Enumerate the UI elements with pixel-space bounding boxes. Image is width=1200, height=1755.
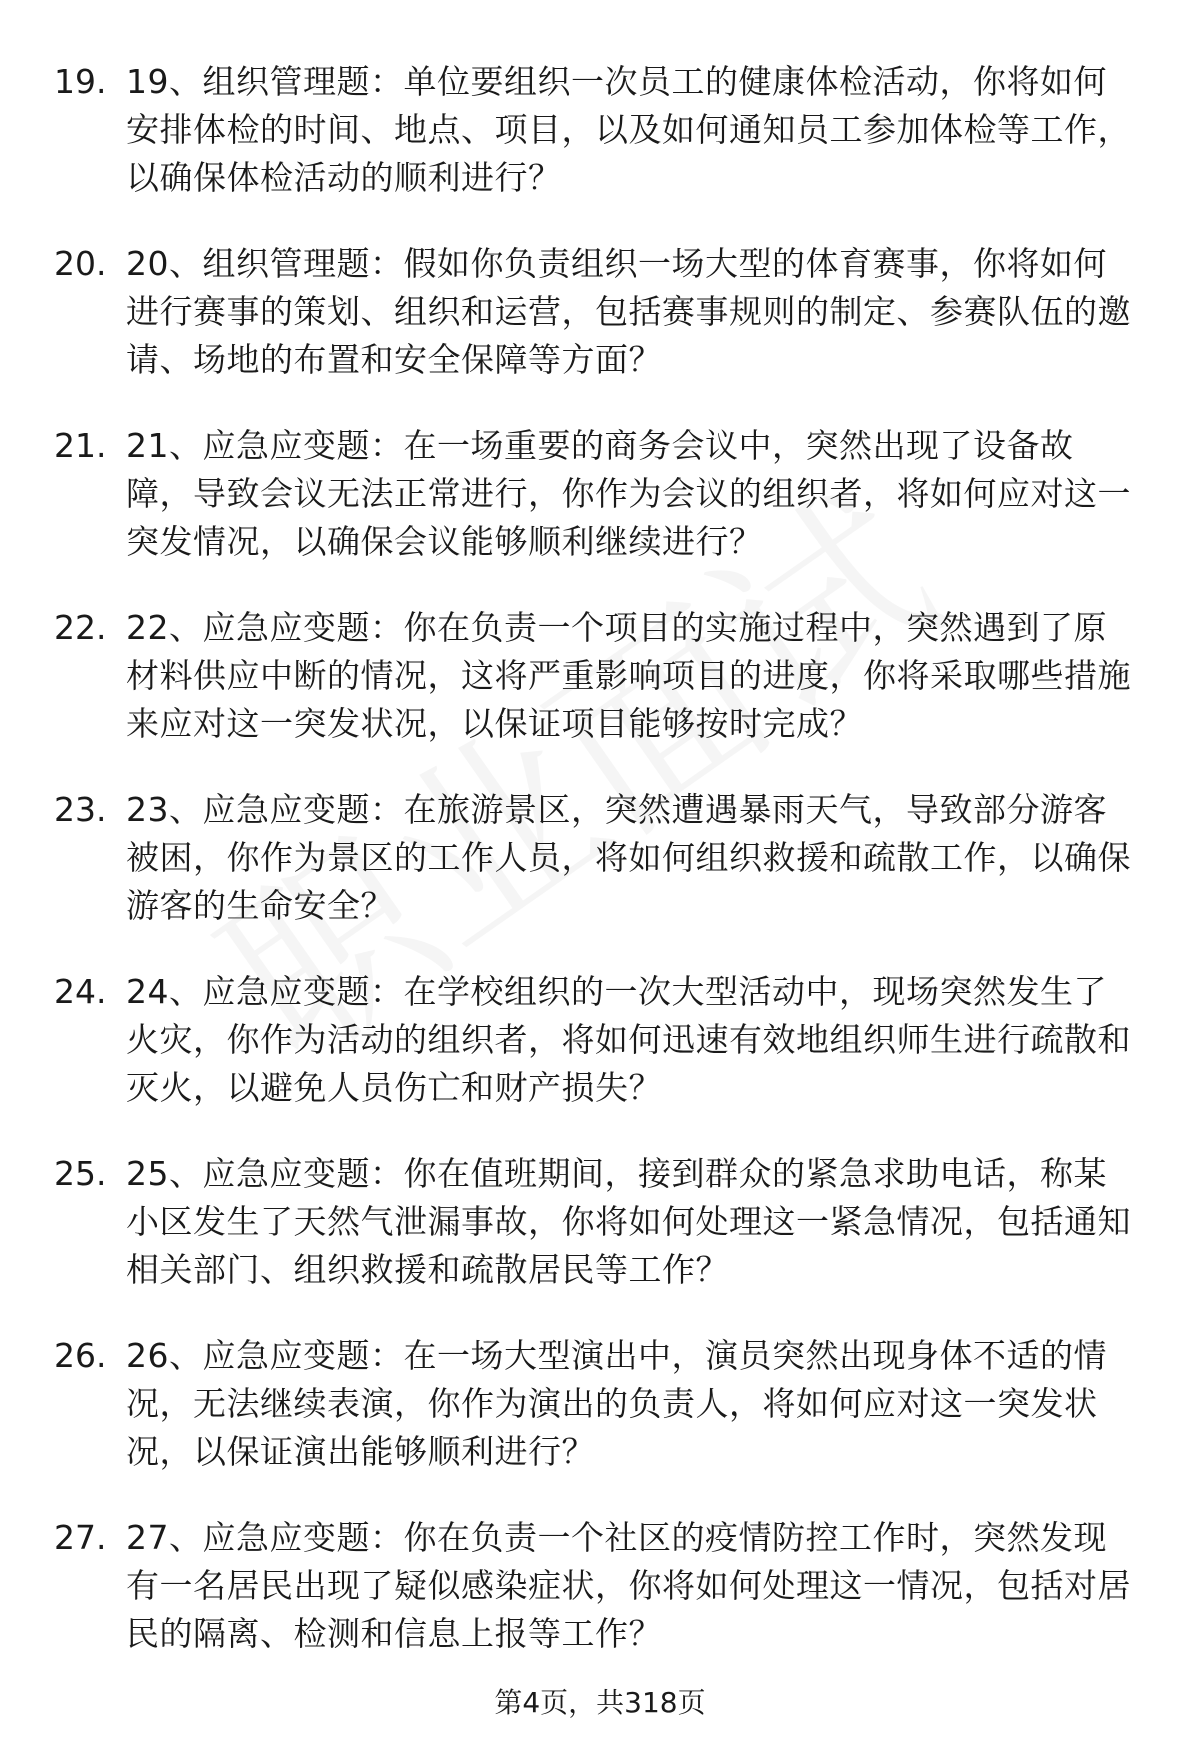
question-text: 26、应急应变题：在一场大型演出中，演员突然出现身体不适的情况，无法继续表演，你作为演出的负责人，将如何应对这一突发状况，以保证演出能够顺利进行？ — [126, 1336, 1107, 1471]
question-item — [54, 786, 1154, 930]
question-number: 19. — [54, 62, 107, 101]
question-text: 21、应急应变题：在一场重要的商务会议中，突然出现了设备故障，导致会议无法正常进行，你作为会议的组织者，将如何应对这一突发情况，以确保会议能够顺利继续进行？ — [126, 426, 1131, 561]
question-number: 27. — [54, 1518, 107, 1557]
question-item — [54, 1514, 1154, 1658]
question-text: 24、应急应变题：在学校组织的一次大型活动中，现场突然发生了火灾，你作为活动的组织者，将如何迅速有效地组织师生进行疏散和灭火，以避免人员伤亡和财产损失？ — [126, 972, 1131, 1107]
question-item — [54, 1150, 1154, 1294]
question-list — [54, 58, 1154, 1696]
question-number: 21. — [54, 426, 107, 465]
question-text: 20、组织管理题：假如你负责组织一场大型的体育赛事，你将如何进行赛事的策划、组织和运营，包括赛事规则的制定、参赛队伍的邀请、场地的布置和安全保障等方面？ — [126, 244, 1131, 379]
question-number: 20. — [54, 244, 107, 283]
question-item — [54, 1332, 1154, 1476]
question-text: 25、应急应变题：你在值班期间，接到群众的紧急求助电话，称某小区发生了天然气泄漏事故，你将如何处理这一紧急情况，包括通知相关部门、组织救援和疏散居民等工作？ — [126, 1154, 1131, 1289]
question-number: 26. — [54, 1336, 107, 1375]
question-text: 23、应急应变题：在旅游景区，突然遭遇暴雨天气，导致部分游客被困，你作为景区的工作人员，将如何组织救援和疏散工作，以确保游客的生命安全？ — [126, 790, 1131, 925]
page-number-footer: 第4页，共318页 — [494, 1686, 706, 1719]
question-item — [54, 604, 1154, 748]
question-number: 22. — [54, 608, 107, 647]
question-number: 25. — [54, 1154, 107, 1193]
question-number: 23. — [54, 790, 107, 829]
question-number: 24. — [54, 972, 107, 1011]
question-text: 27、应急应变题：你在负责一个社区的疫情防控工作时，突然发现有一名居民出现了疑似感染症状，你将如何处理这一情况，包括对居民的隔离、检测和信息上报等工作？ — [126, 1518, 1131, 1653]
question-item — [54, 422, 1154, 566]
question-item — [54, 58, 1154, 202]
question-item — [54, 240, 1154, 384]
question-text: 22、应急应变题：你在负责一个项目的实施过程中，突然遇到了原材料供应中断的情况，这将严重影响项目的进度，你将采取哪些措施来应对这一突发状况，以保证项目能够按时完成？ — [126, 608, 1131, 743]
question-item — [54, 968, 1154, 1112]
question-text: 19、组织管理题：单位要组织一次员工的健康体检活动，你将如何安排体检的时间、地点、项目，以及如何通知员工参加体检等工作，以确保体检活动的顺利进行？ — [126, 62, 1131, 197]
